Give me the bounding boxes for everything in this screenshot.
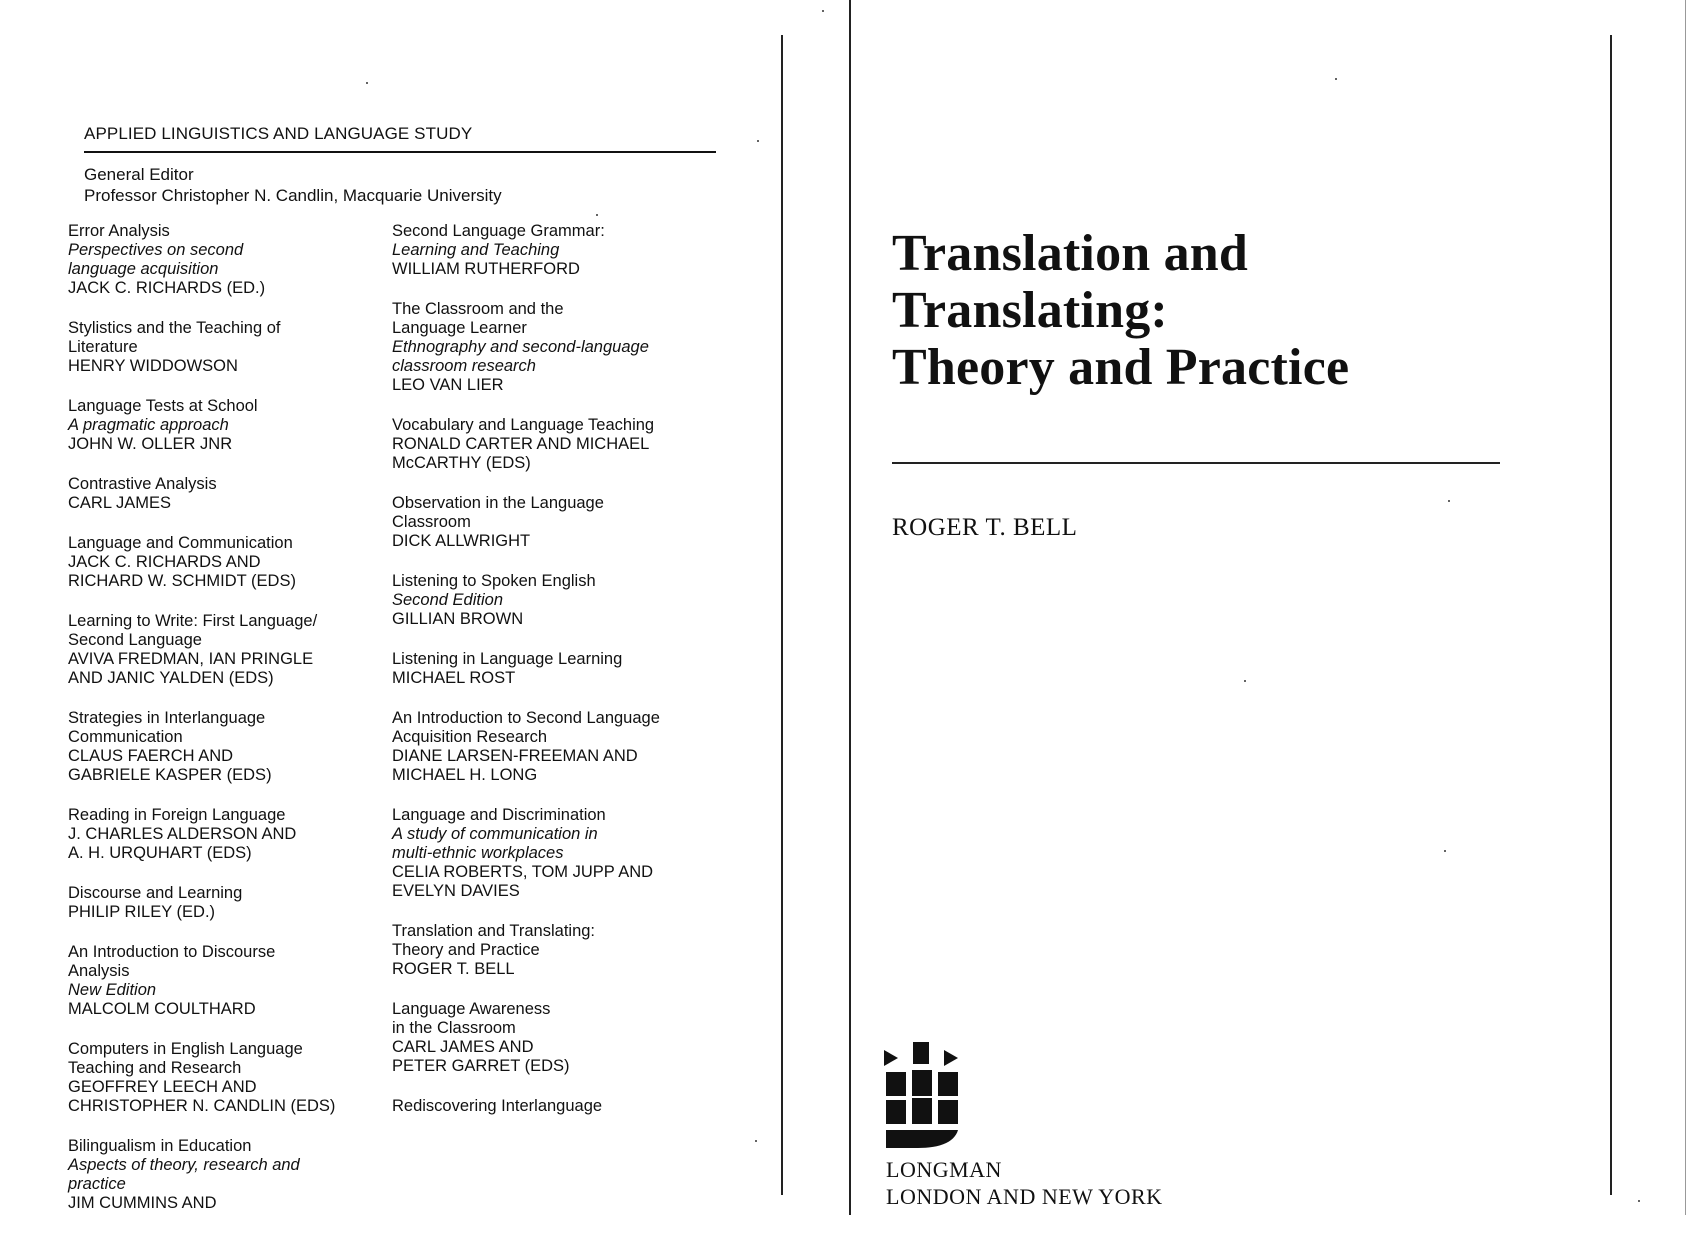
book-entry-line: PETER GARRET (EDS) (392, 1057, 570, 1075)
book-entry-line: Communication (68, 728, 183, 746)
book-entry (392, 650, 722, 688)
book-entry-line: Language Learner (392, 319, 527, 337)
book-entry-line: CARL JAMES AND (392, 1038, 534, 1056)
gutter-line (781, 35, 783, 1195)
book-entry-line: Observation in the Language (392, 494, 604, 512)
book-list-left-column (68, 222, 388, 1234)
book-entry (68, 612, 388, 688)
series-list-page (0, 0, 850, 1215)
book-entry-line: Reading in Foreign Language (68, 806, 286, 824)
book-entry-line: practice (68, 1175, 126, 1193)
book-entry-line: MICHAEL H. LONG (392, 766, 538, 784)
book-entry-line: CELIA ROBERTS, TOM JUPP AND (392, 863, 654, 881)
series-title-rule (84, 151, 716, 153)
book-entry (68, 943, 388, 1019)
book-entry-line: Rediscovering Interlanguage (392, 1097, 603, 1115)
book-entry-line: An Introduction to Discourse (68, 943, 276, 961)
book-entry (68, 1137, 388, 1213)
book-entry-line: A pragmatic approach (68, 416, 229, 434)
book-entry-line: Contrastive Analysis (68, 475, 217, 493)
longman-ship-icon (884, 1040, 974, 1157)
editor-label: General Editor (84, 165, 194, 184)
book-entry-line: Language and Discrimination (392, 806, 606, 824)
book-list-right-column (392, 222, 722, 1137)
author-name: ROGER T. BELL (892, 514, 1078, 541)
book-entry-line: Listening in Language Learning (392, 650, 623, 668)
publisher-name: LONGMAN (886, 1157, 1002, 1182)
book-entry-line: CARL JAMES (68, 494, 171, 512)
book-entry-line: Acquisition Research (392, 728, 547, 746)
book-entry (68, 884, 388, 922)
general-editor-block (84, 164, 502, 206)
book-entry-line: Learning and Teaching (392, 241, 560, 259)
book-entry-line: Error Analysis (68, 222, 170, 240)
book-entry-line: A. H. URQUHART (EDS) (68, 844, 252, 862)
publisher-block (886, 1156, 1163, 1210)
book-entry (68, 1040, 388, 1116)
book-entry-line: ROGER T. BELL (392, 960, 515, 978)
book-entry-line: Listening to Spoken English (392, 572, 596, 590)
book-entry-line: WILLIAM RUTHERFORD (392, 260, 580, 278)
book-entry-line: Classroom (392, 513, 471, 531)
title-line: Theory and Practice (892, 339, 1350, 396)
book-entry-line: Literature (68, 338, 138, 356)
book-entry-line: LEO VAN LIER (392, 376, 504, 394)
book-entry-line: DICK ALLWRIGHT (392, 532, 531, 550)
book-entry (68, 222, 388, 298)
book-entry-line: New Edition (68, 981, 157, 999)
title-line: Translating: (892, 282, 1168, 339)
book-entry (392, 222, 722, 279)
book-entry-line: The Classroom and the (392, 300, 564, 318)
title-line: Translation and (892, 225, 1249, 282)
book-entry-line: Second Edition (392, 591, 503, 609)
book-entry (68, 397, 388, 454)
book-entry (68, 534, 388, 591)
scan-speck (1638, 1200, 1640, 1202)
book-entry-line: Language and Communication (68, 534, 293, 552)
scan-speck (822, 10, 824, 12)
book-entry-line: Discourse and Learning (68, 884, 243, 902)
book-entry-line: A study of communication in (392, 825, 598, 843)
scan-speck (755, 1140, 757, 1142)
book-entry (68, 709, 388, 785)
scan-speck (757, 140, 759, 142)
book-entry-line: EVELYN DAVIES (392, 882, 520, 900)
book-entry (392, 494, 722, 551)
book-entry-line: classroom research (392, 357, 536, 375)
scan-speck (366, 82, 368, 84)
title-page (850, 0, 1696, 1215)
book-entry-line: JIM CUMMINS AND (68, 1194, 217, 1212)
right-edge-line (1610, 35, 1612, 1195)
scan-speck (1444, 850, 1446, 852)
book-entry-line: Bilingualism in Education (68, 1137, 252, 1155)
book-entry-line: JACK C. RICHARDS AND (68, 553, 261, 571)
book-entry-line: JOHN W. OLLER JNR (68, 435, 233, 453)
book-title (892, 225, 1349, 396)
book-entry-line: language acquisition (68, 260, 219, 278)
book-entry (392, 806, 722, 901)
book-entry-line: Stylistics and the Teaching of (68, 319, 281, 337)
book-entry-line: RONALD CARTER AND MICHAEL (392, 435, 650, 453)
book-entry-line: Translation and Translating: (392, 922, 596, 940)
book-entry (68, 806, 388, 863)
book-entry-line: Analysis (68, 962, 130, 980)
book-entry-line: McCARTHY (EDS) (392, 454, 531, 472)
series-title: APPLIED LINGUISTICS AND LANGUAGE STUDY (84, 124, 473, 143)
book-entry (392, 709, 722, 785)
book-entry-line: RICHARD W. SCHMIDT (EDS) (68, 572, 296, 590)
book-entry-line: MALCOLM COULTHARD (68, 1000, 256, 1018)
scan-speck (596, 214, 598, 216)
outer-edge-line (1685, 0, 1686, 1215)
book-entry-line: JACK C. RICHARDS (ED.) (68, 279, 266, 297)
scan-speck (1335, 78, 1337, 80)
book-entry-line: CLAUS FAERCH AND (68, 747, 234, 765)
book-entry-line: Vocabulary and Language Teaching (392, 416, 655, 434)
book-entry-line: GABRIELE KASPER (EDS) (68, 766, 272, 784)
book-entry-line: Perspectives on second (68, 241, 244, 259)
book-entry-line: Computers in English Language (68, 1040, 303, 1058)
book-entry-line: GILLIAN BROWN (392, 610, 524, 628)
book-entry-line: Ethnography and second-language (392, 338, 649, 356)
book-entry-line: Aspects of theory, research and (68, 1156, 300, 1174)
book-entry-line: Language Tests at School (68, 397, 258, 415)
book-entry-line: Learning to Write: First Language/ (68, 612, 318, 630)
book-entry-line: in the Classroom (392, 1019, 516, 1037)
scan-speck (1244, 680, 1246, 682)
book-entry-line: Theory and Practice (392, 941, 540, 959)
book-entry-line: J. CHARLES ALDERSON AND (68, 825, 297, 843)
book-entry-line: AND JANIC YALDEN (EDS) (68, 669, 274, 687)
book-entry-line: Strategies in Interlanguage (68, 709, 266, 727)
book-entry (392, 1000, 722, 1076)
book-entry-line: CHRISTOPHER N. CANDLIN (EDS) (68, 1097, 336, 1115)
editor-name: Professor Christopher N. Candlin, Macquarie University (84, 186, 502, 205)
title-rule (892, 462, 1500, 464)
book-entry (68, 319, 388, 376)
book-entry-line: Teaching and Research (68, 1059, 242, 1077)
book-entry-line: AVIVA FREDMAN, IAN PRINGLE (68, 650, 314, 668)
book-entry-line: Second Language (68, 631, 202, 649)
book-entry-line: multi-ethnic workplaces (392, 844, 564, 862)
book-entry (392, 572, 722, 629)
book-entry-line: HENRY WIDDOWSON (68, 357, 238, 375)
book-entry-line: MICHAEL ROST (392, 669, 516, 687)
book-entry-line: GEOFFREY LEECH AND (68, 1078, 257, 1096)
book-entry-line: DIANE LARSEN-FREEMAN AND (392, 747, 638, 765)
book-entry-line: An Introduction to Second Language (392, 709, 660, 727)
book-entry-line: Second Language Grammar: (392, 222, 605, 240)
book-entry (392, 1097, 722, 1116)
book-entry (392, 300, 722, 395)
book-entry (68, 475, 388, 513)
book-entry-line: Language Awareness (392, 1000, 551, 1018)
scan-speck (1448, 500, 1450, 502)
book-entry (392, 416, 722, 473)
book-entry-line: PHILIP RILEY (ED.) (68, 903, 216, 921)
publisher-location: LONDON AND NEW YORK (886, 1184, 1163, 1209)
book-entry (392, 922, 722, 979)
